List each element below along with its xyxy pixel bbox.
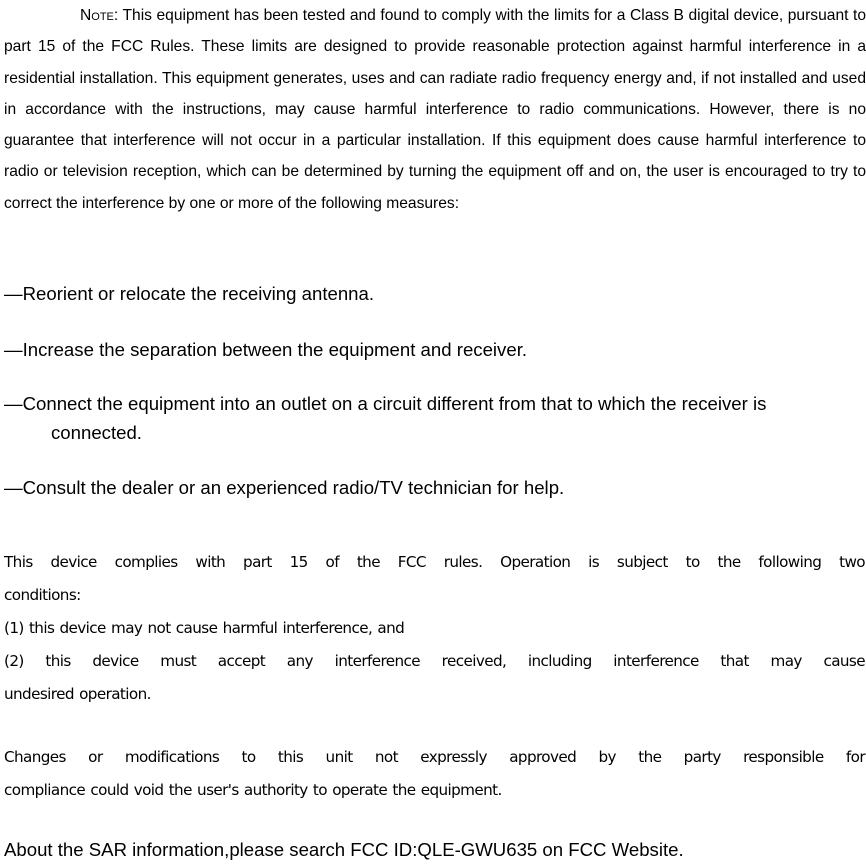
note-label: Note: bbox=[80, 7, 119, 24]
measure-text: —Reorient or relocate the receiving antenna. bbox=[4, 283, 375, 304]
fcc-condition-2: (2) this device must accept any interference received, including interference that may cause bbox=[4, 652, 865, 670]
measure-text: —Connect the equipment into an outlet on a circuit different from that to which the receiver is bbox=[4, 393, 767, 414]
fcc-condition-1: (1) this device may not cause harmful interference, and bbox=[4, 619, 405, 637]
measure-text: —Increase the separation between the equipment and receiver. bbox=[4, 339, 528, 360]
measure-item-reorient bbox=[4, 279, 866, 308]
sar-information-line: About the SAR information,please search FCC ID:QLE-GWU635 on FCC Website. bbox=[4, 839, 684, 860]
note-text: This equipment has been tested and found to comply with the limits for a Class B digital device, pursuant to part 15 of the FCC Rules. These limits are designed to provide reasonable protection against harmful interference in a residential installation. This equipment generates, uses and can radiate radio frequency energy and, if not installed and used in accordance with the instructions, may cause harmful interference to radio communications. However, there is no guarantee that interference will not occur in a particular installation. If this equipment does cause harmful interference to radio or television reception, which can be determined by turning the equipment off and on, the user is encouraged to try to correct the interference by one or more of the following measures: bbox=[4, 7, 866, 212]
measure-item-outlet bbox=[4, 389, 866, 447]
measure-text: —Consult the dealer or an experienced radio/TV technician for help. bbox=[4, 477, 565, 498]
fcc-condition-2-continuation: undesired operation. bbox=[4, 685, 151, 703]
changes-warning-paragraph bbox=[4, 741, 865, 807]
fcc-intro-line: conditions: bbox=[4, 586, 81, 604]
fcc-conditions-paragraph bbox=[4, 546, 865, 711]
fcc-intro-line: This device complies with part 15 of the FCC rules. Operation is subject to the following two bbox=[4, 553, 865, 571]
measure-item-consult bbox=[4, 473, 866, 502]
measure-item-separation bbox=[4, 335, 866, 364]
fcc-note-paragraph bbox=[4, 0, 866, 219]
changes-warning-line: compliance could void the user's authority to operate the equipment. bbox=[4, 781, 502, 799]
changes-warning-line: Changes or modifications to this unit not expressly approved by the party responsible for bbox=[4, 748, 865, 766]
measure-text-continuation: connected. bbox=[51, 422, 142, 443]
